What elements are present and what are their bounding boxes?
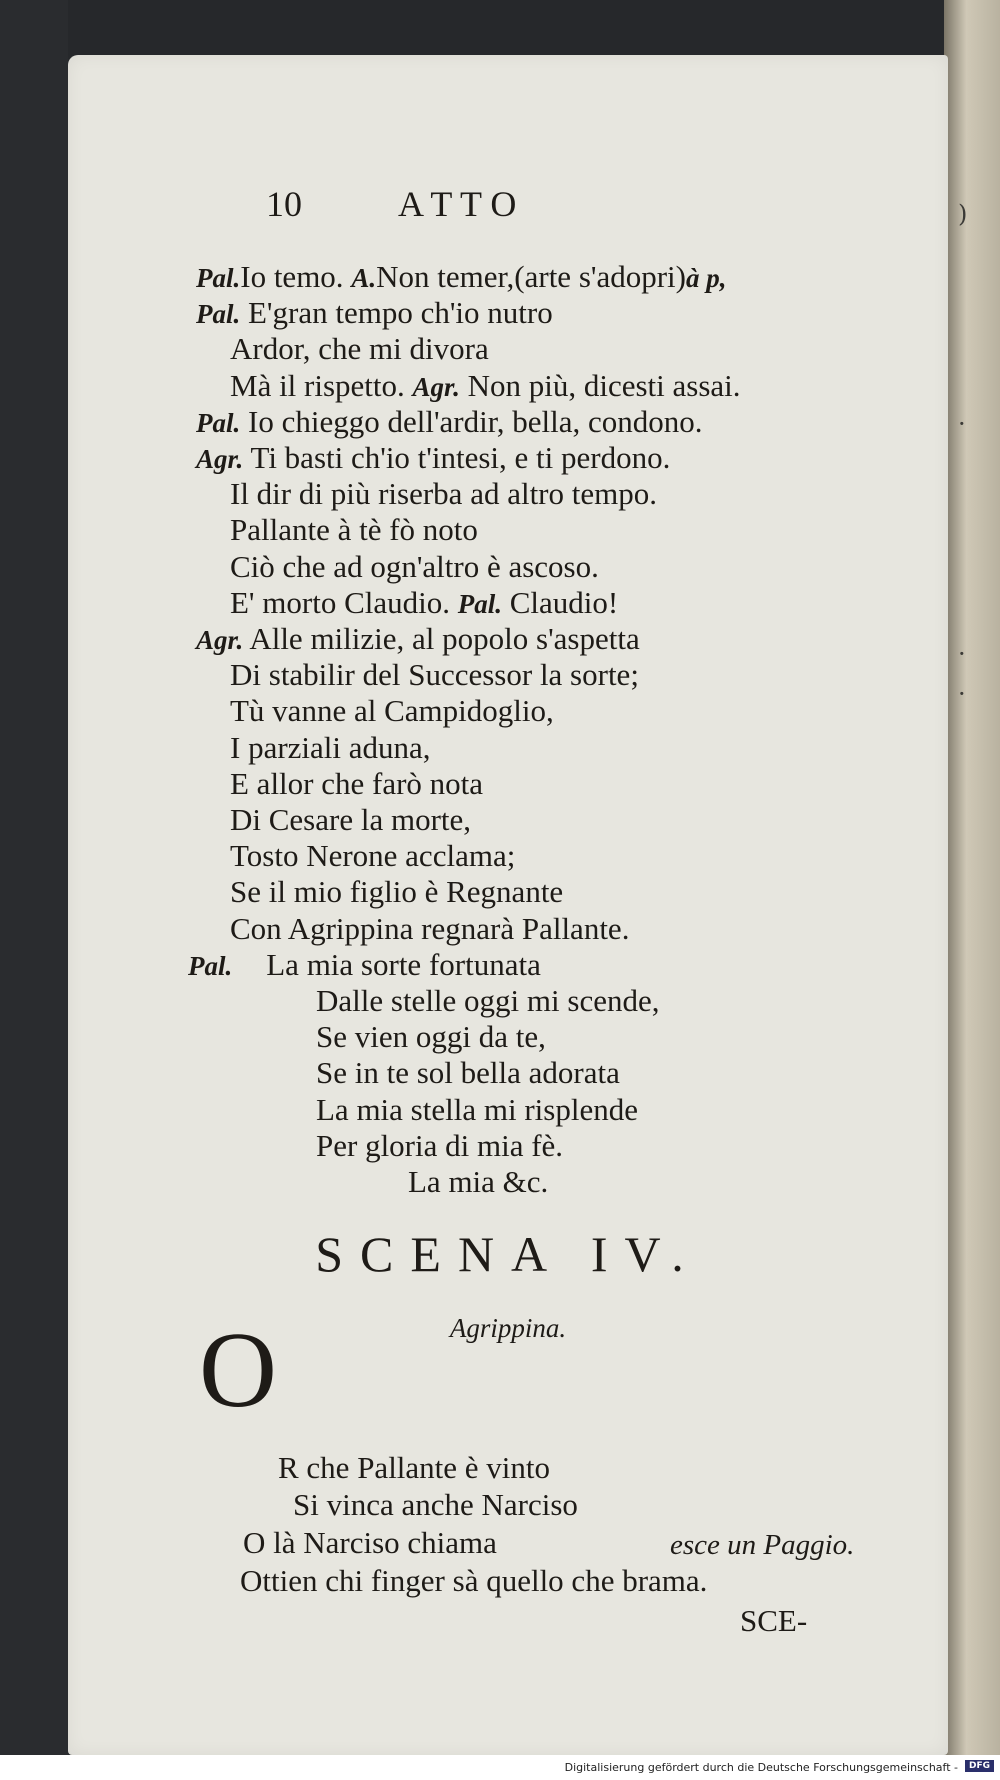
dialogue-line [188, 947, 541, 984]
speaker-abbrev: Agr. [196, 625, 244, 655]
verse-text: Non temer,(arte s'adopri) [376, 259, 686, 294]
dialogue-line [196, 621, 640, 658]
verse-text: Io temo. [240, 259, 352, 294]
speaker-abbrev: A. [351, 263, 377, 293]
dialogue-line [230, 911, 629, 947]
dialogue-line [230, 368, 741, 405]
scene-title: SCENA IV. [315, 1226, 701, 1282]
catchword: SCE- [740, 1603, 808, 1638]
dialogue-line [230, 476, 657, 512]
dialogue-line [230, 838, 515, 874]
dialogue-line [230, 512, 478, 548]
dialogue-line [196, 404, 703, 441]
scene-character: Agrippina. [449, 1313, 567, 1343]
dialogue-line [230, 657, 639, 693]
verse-text: Claudio! [501, 584, 619, 620]
edge-mark: ) [958, 200, 968, 228]
footer-bar [0, 1755, 1000, 1780]
verse-text: Tosto Nerone acclama; [230, 838, 516, 874]
page-number: 10 [266, 184, 302, 224]
dialogue-line [230, 874, 563, 910]
verse-text: Con Agrippina regnarà Pallante. [230, 910, 630, 946]
verse-text: E'gran tempo ch'io nutro [240, 295, 553, 331]
edge-mark: · [958, 640, 966, 668]
speaker-abbrev: Pal. [196, 299, 241, 330]
book-page [68, 55, 948, 1755]
dialogue-line [230, 802, 471, 838]
dialogue-line [230, 585, 618, 622]
stage-direction: esce un Paggio. [670, 1529, 855, 1561]
verse-text: Se il mio figlio è Regnante [230, 874, 564, 910]
aria-line: Dalle stelle oggi mi scende, [316, 983, 660, 1018]
dialogue-line [196, 440, 670, 477]
speaker-abbrev: Pal. [457, 588, 502, 619]
aria-line: Per gloria di mia fè. [316, 1127, 564, 1163]
speaker-abbrev: Pal. [196, 407, 241, 438]
monologue-line: Si vinca anche Narciso [293, 1487, 578, 1522]
verse-text: Alle milizie, al popolo s'aspetta [243, 621, 640, 656]
dialogue-line [230, 693, 554, 729]
verse-text: Ardor, che mi divora [230, 331, 489, 367]
dialogue-line [230, 331, 489, 367]
dialogue-line [230, 766, 483, 802]
scan-backdrop [0, 0, 68, 1780]
speaker-abbrev: Agr. [412, 371, 460, 402]
monologue-line: O là Narciso chiama [243, 1525, 497, 1560]
adjacent-page-edge [944, 0, 1000, 1755]
aside-marker: à p, [686, 263, 727, 293]
aria-line: La mia stella mi risplende [316, 1091, 638, 1127]
verse-text: Tù vanne al Campidoglio, [230, 693, 554, 729]
verse-text: I parziali aduna, [230, 729, 431, 765]
verse-text: Io chieggo dell'ardir, bella, condono. [240, 403, 703, 439]
dfg-logo: DFG [965, 1760, 994, 1772]
verse-text: Mà il rispetto. [230, 367, 413, 403]
verse-text: E' morto Claudio. [230, 584, 458, 620]
drop-cap: O [199, 1311, 277, 1430]
verse-text: La mia sorte fortunata [266, 946, 541, 982]
aria-line: La mia &c. [408, 1164, 549, 1199]
verse-text: Pallante à tè fò noto [230, 512, 478, 548]
dialogue-line [230, 549, 599, 585]
monologue-line: R che Pallante è vinto [278, 1450, 551, 1485]
verse-text: Ciò che ad ogn'altro è ascoso. [230, 548, 599, 584]
verse-text: E allor che farò nota [230, 765, 484, 801]
verse-text: Di Cesare la morte, [230, 802, 472, 837]
edge-mark: · [958, 680, 966, 708]
verse-text: Di stabilir del Successor la sorte; [230, 657, 639, 693]
verse-text: Ti basti ch'io t'intesi, e ti perdono. [243, 440, 671, 475]
dialogue-line [196, 295, 553, 332]
dialogue-line [230, 730, 431, 766]
verse-text: Non più, dicesti assai. [459, 367, 741, 403]
aria-line: Se in te sol bella adorata [316, 1055, 620, 1091]
monologue-line: Ottien chi finger sà quello che brama. [240, 1563, 708, 1598]
speaker-abbrev: Pal. [196, 263, 241, 293]
running-title: A T T O [398, 184, 517, 224]
dialogue-line [196, 259, 727, 296]
footer-credit: Digitalisierung gefördert durch die Deutsche Forschungsgemeinschaft - [564, 1761, 958, 1774]
edge-mark: · [958, 410, 966, 438]
speaker-abbrev: Pal. [188, 950, 233, 981]
verse-text: Il dir di più riserba ad altro tempo. [230, 476, 657, 512]
speaker-abbrev: Agr. [196, 444, 244, 474]
aria-line: Se vien oggi da te, [316, 1019, 546, 1055]
